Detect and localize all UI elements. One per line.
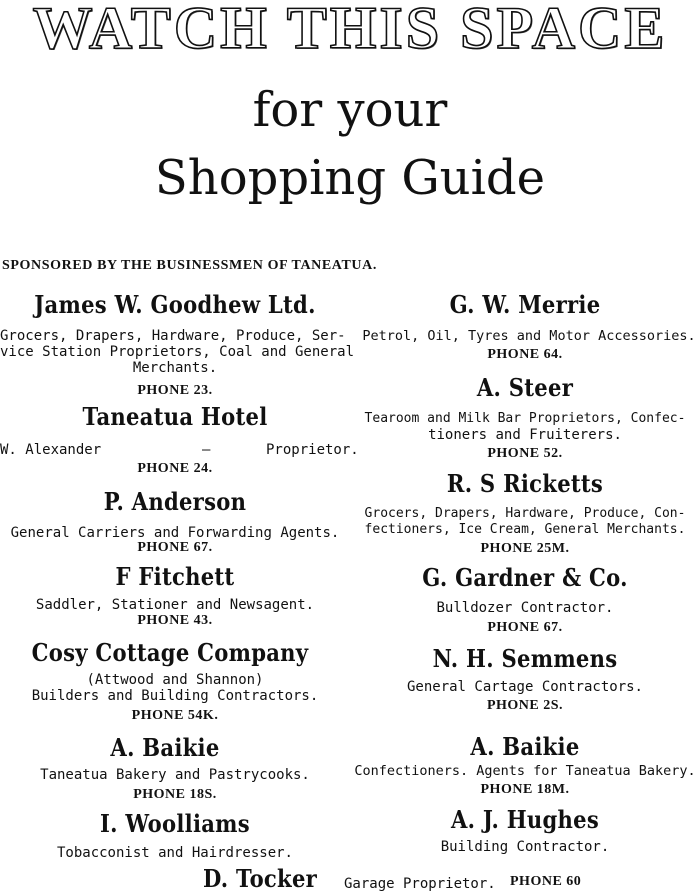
business-phone: PHONE 2S.: [486, 698, 564, 713]
business-name: A. Baikie: [110, 733, 220, 762]
business-description: Building Contractor.: [440, 839, 610, 855]
business-phone: PHONE 43.: [137, 613, 213, 628]
business-name: Taneatua Hotel: [82, 402, 268, 431]
business-description: Grocers, Drapers, Hardware, Produce, Ser-: [0, 328, 346, 344]
business-description: W. Alexander: [0, 442, 102, 458]
business-description: —: [202, 442, 211, 458]
business-name: R. S Ricketts: [446, 469, 604, 498]
business-name: A. J. Hughes: [450, 805, 600, 834]
right-column: [344, 0, 700, 893]
business-description: Tearoom and Milk Bar Proprietors, Confec-: [364, 411, 686, 426]
business-description: Merchants.: [132, 360, 218, 376]
sponsor-line: SPONSORED BY THE BUSINESSMEN OF TANEATUA.: [2, 258, 377, 273]
business-phone: PHONE 24.: [137, 461, 213, 476]
business-name: James W. Goodhew Ltd.: [34, 290, 316, 319]
business-phone: PHONE 60: [510, 874, 582, 889]
business-description: General Carriers and Forwarding Agents.: [10, 525, 340, 541]
business-name: G. W. Merrie: [449, 290, 601, 319]
business-name: Cosy Cottage Company: [31, 638, 309, 667]
business-description: Grocers, Drapers, Hardware, Produce, Con-: [364, 506, 686, 521]
business-description: Confectioners. Agents for T⁠a⁠neatua Bakery.: [354, 763, 696, 779]
business-phone: PHONE 18S.: [133, 787, 217, 802]
business-description: Bulldozer Contractor.: [436, 600, 614, 616]
business-description: fectioners, Ice Cream, General Merchants.: [364, 522, 686, 537]
business-name: G. Gardner & Co.: [422, 563, 628, 592]
business-name: N. H. Semmens: [432, 644, 618, 673]
business-description: Taneatua Bakery and Pastrycooks.: [40, 767, 310, 783]
business-phone: PHONE 18M.: [480, 782, 570, 797]
business-name: A. Baikie: [470, 732, 580, 761]
business-description: Saddler, Stationer and Newsagent.: [35, 597, 315, 613]
business-name: A. Steer: [476, 373, 574, 402]
business-name: P. Anderson: [103, 487, 247, 516]
business-description: Garage Proprietor.: [344, 876, 496, 892]
business-phone: PHONE 64.: [487, 347, 563, 362]
business-phone: PHONE 67.: [487, 620, 563, 635]
headline-line2: for your: [252, 82, 448, 138]
headline-line3: Shopping Guide: [154, 150, 546, 206]
business-description: (Attwood and Shannon): [86, 672, 264, 688]
business-phone: PHONE 25M.: [480, 541, 570, 556]
business-phone: PHONE 67.: [137, 540, 213, 555]
business-phone: PHONE 23.: [137, 383, 213, 398]
business-description: vice Station Proprietors, Coal and General: [0, 344, 355, 360]
business-description: Proprietor.: [266, 442, 359, 458]
business-description: Builders and Building Contractors.: [31, 688, 319, 704]
business-name: D. Tocker: [202, 864, 318, 893]
business-phone: PHONE 54K.: [131, 708, 219, 723]
headline-title: WATCH THIS SPACE: [32, 0, 668, 61]
business-phone: PHONE 52.: [487, 446, 563, 461]
business-name: F Fitchett: [115, 562, 235, 591]
business-description: Petrol, Oil, Tyres and Motor Accessories.: [362, 328, 696, 344]
business-description: Tobacconist and Hairdresser.: [56, 845, 293, 861]
business-description: General Cartage Contractors.: [406, 679, 643, 695]
business-name: I. Woolliams: [100, 809, 250, 838]
business-description: tioners and Fruiterers.: [428, 427, 622, 443]
